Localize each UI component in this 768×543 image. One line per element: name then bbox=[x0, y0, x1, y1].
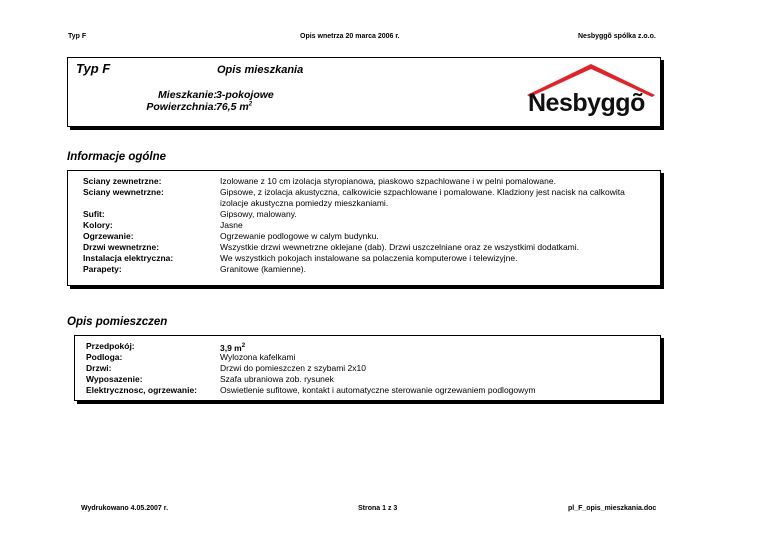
footer-left: Wydrukowano 4.05.2007 r. bbox=[81, 505, 169, 512]
general-value: Jasne bbox=[220, 220, 243, 230]
title-box bbox=[67, 57, 661, 127]
general-label: Instalacja elektryczna: bbox=[83, 253, 174, 263]
room-label: Drzwi: bbox=[86, 363, 112, 373]
header-left: Typ F bbox=[68, 33, 87, 40]
title-subtitle: Opis mieszkania bbox=[217, 64, 304, 76]
general-value: We wszystkich pokojach instalowane sa polaczenia komputerowe i telewizyjne. bbox=[220, 253, 518, 263]
company-logo bbox=[526, 62, 656, 124]
area-label: Powierzchnia: bbox=[146, 101, 217, 113]
room-value: Drzwi do pomieszczen z szybami 2x10 bbox=[220, 363, 366, 373]
room-label: Elektrycznosc, ogrzewanie: bbox=[86, 385, 198, 395]
general-value: Granitowe (kamienne). bbox=[220, 264, 306, 274]
room-value: Oswietlenie sufitowe, kontakt i automatyczne sterowanie ogrzewaniem podlogowym bbox=[220, 385, 536, 395]
room-label: Przedpokój: bbox=[86, 341, 135, 351]
general-label: Sciany wewnetrzne: bbox=[83, 187, 164, 197]
room-values bbox=[220, 341, 536, 396]
room-value: Szafa ubraniowa zob. rysunek bbox=[220, 374, 334, 384]
room-label: Podloga: bbox=[86, 352, 123, 362]
general-labels bbox=[83, 176, 173, 275]
general-value: Wszystkie drzwi wewnetrzne oklejane (dab). Drzwi uszczelniane oraz ze wszystkimi dodatkami. bbox=[220, 242, 580, 252]
general-value: Gipsowe, z izolacja akustyczna, calkowicie szpachlowane i pomalowane. Kladziony jest nacisk na calkowita bbox=[220, 187, 625, 197]
room-value: Wylozona kafelkami bbox=[220, 352, 296, 362]
room-value: 3,9 $m^2$ bbox=[220, 342, 246, 353]
general-section-title: Informacje ogólne bbox=[67, 151, 167, 163]
room-label: Wyposazenie: bbox=[86, 374, 143, 384]
general-label: Drzwi wewnetrzne: bbox=[83, 242, 160, 252]
general-values bbox=[220, 176, 625, 275]
rooms-section-title: Opis pomieszczen bbox=[67, 316, 168, 328]
general-label: Parapety: bbox=[83, 264, 122, 274]
general-value: Ogrzewanie podlogowe w calym budynku. bbox=[220, 231, 379, 241]
type-label: Typ F bbox=[76, 61, 111, 76]
apartment-value: 3-pokojowe bbox=[216, 89, 274, 101]
footer-right: pl_F_opis_mieszkania.doc bbox=[568, 505, 657, 512]
logo-text: Nesbyggõ bbox=[528, 89, 645, 117]
general-value: Gipsowy, malowany. bbox=[220, 209, 297, 219]
general-label: Sciany zewnetrzne: bbox=[83, 176, 162, 186]
header-right: Nesbyggõ spólka z.o.o. bbox=[578, 33, 656, 40]
area-value: 76,5 $m^2$ bbox=[216, 101, 253, 113]
room-labels bbox=[86, 341, 197, 396]
footer-center: Strona 1 z 3 bbox=[358, 505, 398, 512]
apartment-label: Mieszkanie: bbox=[158, 89, 217, 101]
general-label: Ogrzewanie: bbox=[83, 231, 134, 241]
general-value: Izolowane z 10 cm izolacja styropianowa, piaskowo szpachlowane i w pelni pomalowane. bbox=[220, 176, 556, 186]
general-label: Kolory: bbox=[83, 220, 113, 230]
general-label: Sufit: bbox=[83, 209, 105, 219]
general-value: izolacje akustyczna pomiedzy mieszkaniami. bbox=[220, 198, 389, 208]
header-center: Opis wnetrza 20 marca 2006 r. bbox=[300, 33, 400, 40]
